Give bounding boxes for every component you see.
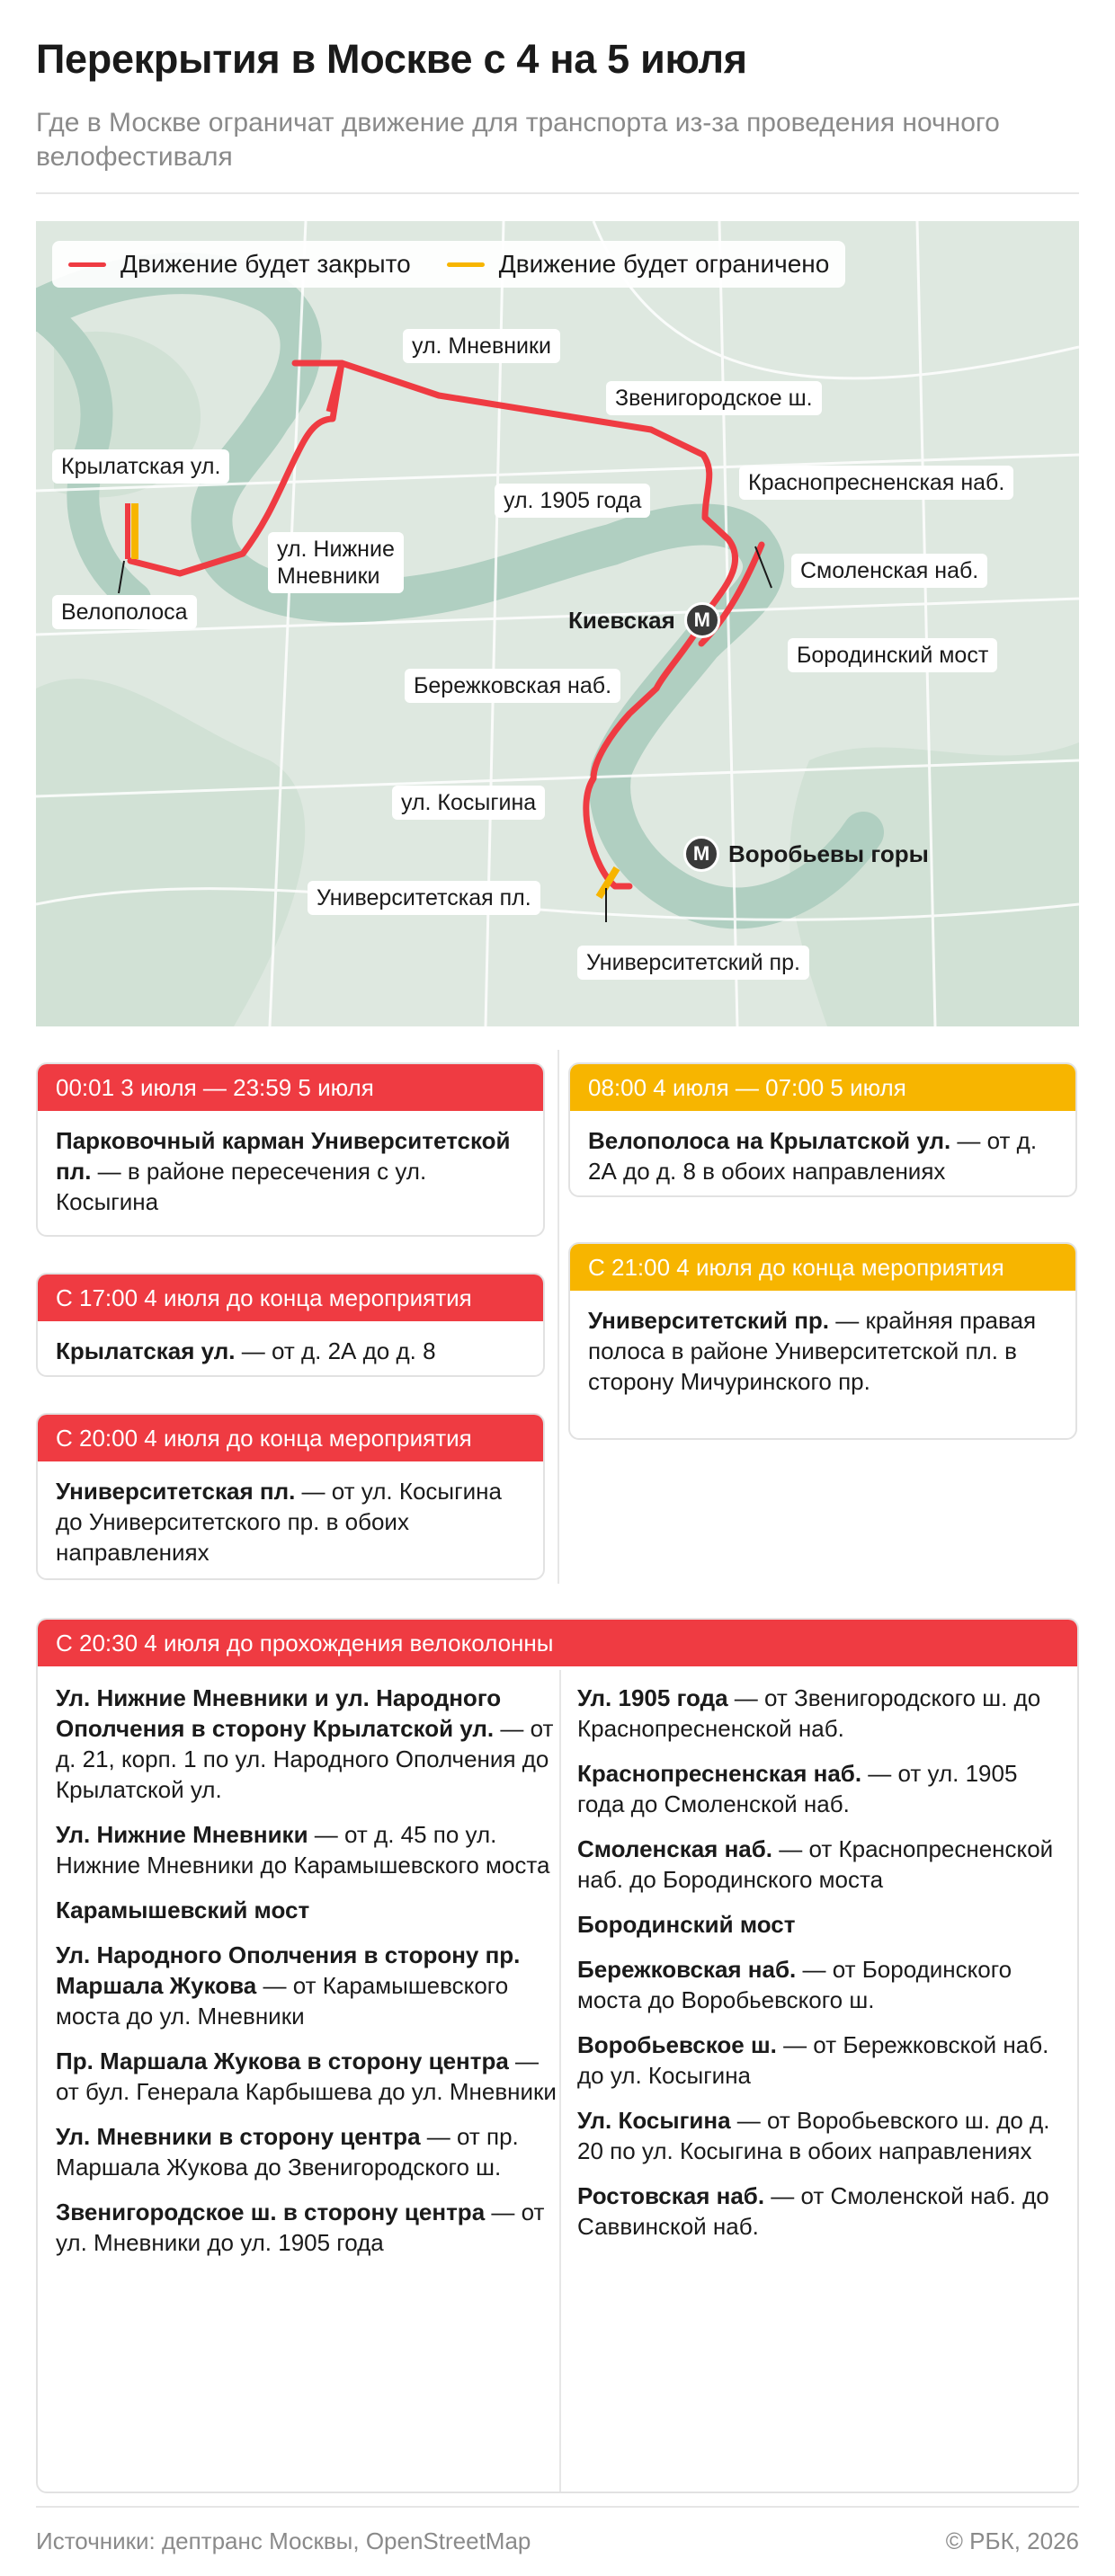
- item-bold: Ул. 1905 года: [577, 1684, 728, 1711]
- list-item: [577, 1683, 1063, 1744]
- footer-copyright: © РБК, 2026: [945, 2527, 1079, 2554]
- legend-label-limited: Движение будет ограничено: [498, 250, 830, 278]
- metro-kievskaya: [568, 602, 720, 638]
- list-item: [56, 1683, 559, 1805]
- item-bold: Ул. Косыгина: [577, 2107, 731, 2134]
- column-right: [577, 1683, 1063, 2256]
- page-subtitle: Где в Москве ограничат движение для транспорта из-за проведения ночного велофестиваля: [36, 108, 1000, 172]
- item-bold: Краснопресненская наб.: [577, 1760, 862, 1787]
- card-text: — от д. 2А до д. 8 в обоих направлениях: [588, 1127, 1038, 1185]
- item-text: — от д. 21, корп. 1 по ул. Народного Ополчения до Крылатской ул.: [56, 1715, 554, 1803]
- map-label-velopolosa: Велополоса: [52, 595, 197, 629]
- card-universitetsky: [568, 1242, 1077, 1440]
- item-bold: Воробьевское ш.: [577, 2031, 777, 2058]
- item-bold: Ул. Нижние Мневники: [56, 1821, 308, 1848]
- card-body: [570, 1291, 1075, 1413]
- map-label-universitetsky: Университетский пр.: [577, 946, 809, 980]
- metro-icon: М: [684, 602, 720, 638]
- list-item: [577, 2105, 1063, 2166]
- card-text: — от ул. Косыгина до Университетского пр. в обоих направлениях: [56, 1478, 502, 1566]
- card-header: С 21:00 4 июля до конца мероприятия: [570, 1244, 1075, 1291]
- item-text: — от Воробьевского ш. до д. 20 по ул. Косыгина в обоих направлениях: [577, 2107, 1050, 2164]
- map-legend: [52, 241, 845, 288]
- header-divider: [36, 192, 1079, 194]
- card-header: 08:00 4 июля — 07:00 5 июля: [570, 1064, 1075, 1111]
- item-bold: Ростовская наб.: [577, 2182, 765, 2209]
- legend-swatch-red: [68, 262, 106, 267]
- card-body: [38, 1321, 543, 1377]
- card-text: — от д. 2А до д. 8: [235, 1337, 436, 1364]
- list-item: [56, 1819, 559, 1880]
- item-text: — от Краснопресненской наб. до Бородинского моста: [577, 1835, 1054, 1893]
- map[interactable]: [36, 221, 1079, 1026]
- item-text: — от бул. Генерала Карбышева до ул. Мневники: [56, 2047, 557, 2105]
- card-velopolosa: [568, 1062, 1077, 1197]
- map-label-krylatskaya: Крылатская ул.: [52, 449, 229, 484]
- item-bold: Пр. Маршала Жукова в сторону центра: [56, 2047, 509, 2074]
- card-bold-text: Крылатская ул.: [56, 1337, 236, 1364]
- metro-vorobyovy-gory: [683, 836, 929, 872]
- item-text: — от Звенигородского ш. до Краснопресненской наб.: [577, 1684, 1041, 1742]
- list-item: [56, 1940, 559, 2031]
- column-left: [56, 1683, 559, 2272]
- item-bold: Бородинский мост: [577, 1911, 796, 1938]
- legend-swatch-yellow: [447, 262, 485, 267]
- card-bold-text: Велополоса на Крылатской ул.: [588, 1127, 951, 1154]
- footer-sources: Источники: дептранс Москвы, OpenStreetMap: [36, 2527, 531, 2554]
- map-label-universitetskaya: Университетская пл.: [308, 881, 540, 915]
- card-header: С 17:00 4 июля до конца мероприятия: [38, 1275, 543, 1321]
- map-label-borodinsky: Бородинский мост: [788, 638, 997, 672]
- cards-divider: [558, 1050, 559, 1584]
- card-bold-text: Университетская пл.: [56, 1478, 296, 1505]
- item-text: — от Карамышевского моста до ул. Мневники: [56, 1972, 509, 2030]
- map-label-krasnopresnenskaya: Краснопресненская наб.: [739, 466, 1013, 500]
- list-item: [577, 1758, 1063, 1819]
- list-item: [56, 1895, 559, 1925]
- map-label-1905: ул. 1905 года: [495, 484, 650, 518]
- card-header: 00:01 3 июля — 23:59 5 июля: [38, 1064, 543, 1111]
- map-label-smolenskaya: Смоленская наб.: [791, 554, 987, 588]
- card-bold-text: Парковочный карман Университетской пл.: [56, 1127, 511, 1185]
- item-bold: Ул. Мневники в сторону центра: [56, 2123, 421, 2150]
- map-label-zvenigorodskoe: Звенигородское ш.: [606, 381, 822, 415]
- item-bold: Звенигородское ш. в сторону центра: [56, 2198, 486, 2225]
- list-item: [56, 2197, 559, 2258]
- map-label-berezhkovskaya: Бережковская наб.: [405, 669, 620, 703]
- list-item: [577, 2030, 1063, 2091]
- metro-vorobyovy-label: Воробьевы горы: [728, 839, 929, 867]
- metro-icon: М: [683, 836, 719, 872]
- legend-item-closed: [68, 250, 411, 279]
- card-body: [38, 1461, 543, 1580]
- item-text: — от Смоленской наб. до Саввинской наб.: [577, 2182, 1049, 2240]
- map-label-kosygina: ул. Косыгина: [392, 786, 545, 820]
- card-velocolumn: [36, 1618, 1079, 2493]
- map-label-nizhnie-mnevniki: ул. Нижние Мневники: [268, 532, 404, 593]
- item-text: — от ул. 1905 года до Смоленской наб.: [577, 1760, 1018, 1817]
- item-bold: Ул. Нижние Мневники и ул. Народного Ополчения в сторону Крылатской ул.: [56, 1684, 502, 1742]
- page-title: Перекрытия в Москве с 4 на 5 июля: [36, 36, 747, 82]
- card-body: [570, 1111, 1075, 1197]
- list-item: [577, 1834, 1063, 1895]
- item-bold: Бережковская наб.: [577, 1956, 797, 1983]
- list-item: [577, 1909, 1063, 1940]
- item-text: — от Бережковской наб. до ул. Косыгина: [577, 2031, 1049, 2089]
- item-text: — от пр. Маршала Жукова до Звенигородского ш.: [56, 2123, 519, 2181]
- card-header: С 20:30 4 июля до прохождения велоколонны: [38, 1620, 1077, 1666]
- list-item: [577, 1954, 1063, 2015]
- card-parking-pocket: [36, 1062, 545, 1237]
- card-body: [38, 1111, 543, 1233]
- footer-divider: [36, 2506, 1079, 2508]
- card-header: С 20:00 4 июля до конца мероприятия: [38, 1415, 543, 1461]
- card-text: — в районе пересечения с ул. Косыгина: [56, 1158, 427, 1215]
- item-bold: Ул. Народного Ополчения в сторону пр. Маршала Жукова: [56, 1941, 521, 1999]
- item-text: — от ул. Мневники до ул. 1905 года: [56, 2198, 545, 2256]
- item-text: — от д. 45 по ул. Нижние Мневники до Карамышевского моста: [56, 1821, 550, 1879]
- column-divider: [559, 1670, 561, 2492]
- item-bold: Смоленская наб.: [577, 1835, 773, 1862]
- list-item: [56, 2046, 559, 2107]
- metro-kievskaya-label: Киевская: [568, 606, 675, 634]
- list-item: [56, 2121, 559, 2182]
- card-krylatskaya: [36, 1273, 545, 1377]
- card-text: — крайняя правая полоса в районе Университетской пл. в сторону Мичуринского пр.: [588, 1307, 1037, 1395]
- item-text: — от Бородинского моста до Воробьевского ш.: [577, 1956, 1012, 2013]
- card-bold-text: Университетский пр.: [588, 1307, 830, 1334]
- legend-label-closed: Движение будет закрыто: [120, 250, 411, 278]
- list-item: [577, 2181, 1063, 2242]
- legend-item-limited: [447, 250, 830, 279]
- item-bold: Карамышевский мост: [56, 1896, 310, 1923]
- card-universitetskaya: [36, 1413, 545, 1580]
- map-label-mnevniki: ул. Мневники: [403, 329, 560, 363]
